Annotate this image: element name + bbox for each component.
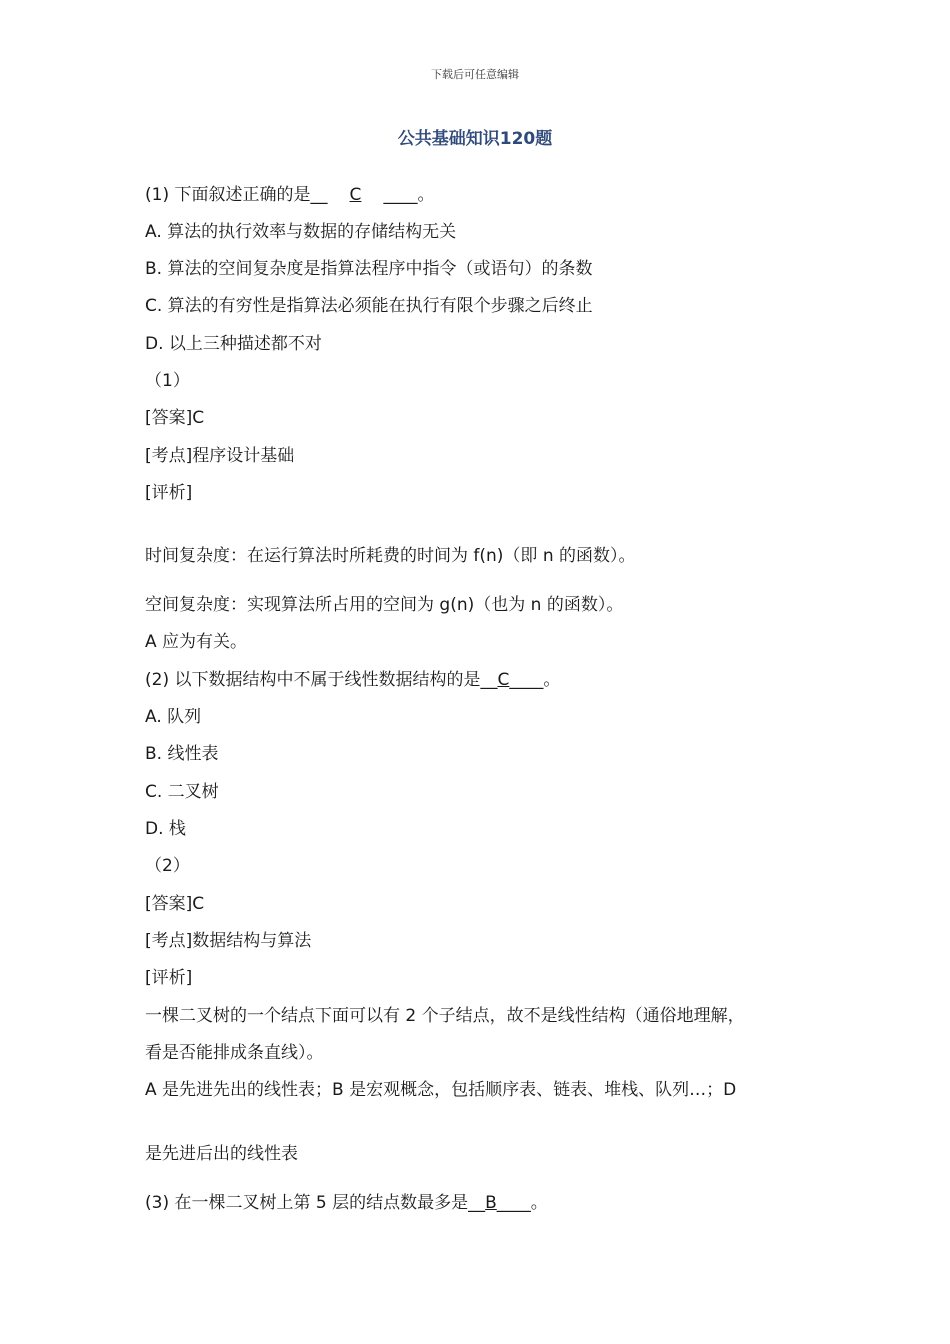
question-3-answer: B — [485, 1193, 497, 1213]
question-2-answer: C — [497, 670, 510, 690]
question-1-option-b: B. 算法的空间复杂度是指算法程序中指令（或语句）的条数 — [145, 259, 593, 279]
question-2-suffix: 。 — [543, 670, 561, 690]
question-2-stem — [145, 668, 560, 692]
question-2-blank-pre: __ — [480, 670, 498, 690]
question-1-topic-line: [考点]程序设计基础 — [145, 446, 295, 466]
question-1-answer: C — [349, 185, 362, 205]
question-1-answer-line: [答案]C — [145, 408, 205, 428]
question-1-analysis-line: A 应为有关。 — [145, 632, 248, 652]
header-note: 下载后可任意编辑 — [431, 68, 519, 81]
question-3-suffix: 。 — [530, 1193, 548, 1213]
question-2-analysis-label: [评析] — [145, 968, 193, 988]
question-1-stem — [145, 183, 434, 207]
question-1-suffix: 。 — [417, 185, 435, 205]
question-3-blank-pre: __ — [468, 1193, 486, 1213]
question-3-stem — [145, 1191, 548, 1215]
question-1-number-tag: （1） — [145, 371, 190, 391]
question-3-blank-post: ____ — [496, 1193, 531, 1213]
question-1-blank-pre: __ — [310, 185, 328, 205]
question-2-analysis-line: 一棵二叉树的一个结点下面可以有 2 个子结点，故不是线性结构（通俗地理解， — [145, 1006, 745, 1026]
question-1-analysis-line: 时间复杂度：在运行算法时所耗费的时间为 f(n)（即 n 的函数）。 — [145, 546, 636, 566]
question-1-analysis-label: [评析] — [145, 483, 193, 503]
question-3-prefix: (3) 在一棵二叉树上第 5 层的结点数最多是 — [145, 1193, 469, 1213]
question-2-answer-line: [答案]C — [145, 894, 205, 914]
question-2-option-d: D. 栈 — [145, 819, 186, 839]
question-2-option-b: B. 线性表 — [145, 744, 219, 764]
question-2-analysis-line: A 是先进先出的线性表；B 是宏观概念，包括顺序表、链表、堆栈、队列…；D — [145, 1080, 737, 1100]
document-title: 公共基础知识120题 — [397, 129, 553, 149]
question-2-topic-line: [考点]数据结构与算法 — [145, 931, 312, 951]
question-1-prefix: (1) 下面叙述正确的是 — [145, 185, 311, 205]
question-2-number-tag: （2） — [145, 856, 190, 876]
question-1-analysis-line: 空间复杂度：实现算法所占用的空间为 g(n)（也为 n 的函数）。 — [145, 595, 624, 615]
question-2-analysis-line: 看是否能排成条直线）。 — [145, 1043, 324, 1063]
question-1-option-c: C. 算法的有穷性是指算法必须能在执行有限个步骤之后终止 — [145, 296, 593, 316]
question-1-option-a: A. 算法的执行效率与数据的存储结构无关 — [145, 222, 457, 242]
question-2-prefix: (2) 以下数据结构中不属于线性数据结构的是 — [145, 670, 481, 690]
question-2-blank-post: ____ — [509, 670, 544, 690]
question-2-option-a: A. 队列 — [145, 707, 202, 727]
question-1-blank-post: ____ — [383, 185, 418, 205]
question-2-analysis-line: 是先进后出的线性表 — [145, 1144, 298, 1164]
question-2-option-c: C. 二叉树 — [145, 782, 219, 802]
question-1-option-d: D. 以上三种描述都不对 — [145, 334, 322, 354]
